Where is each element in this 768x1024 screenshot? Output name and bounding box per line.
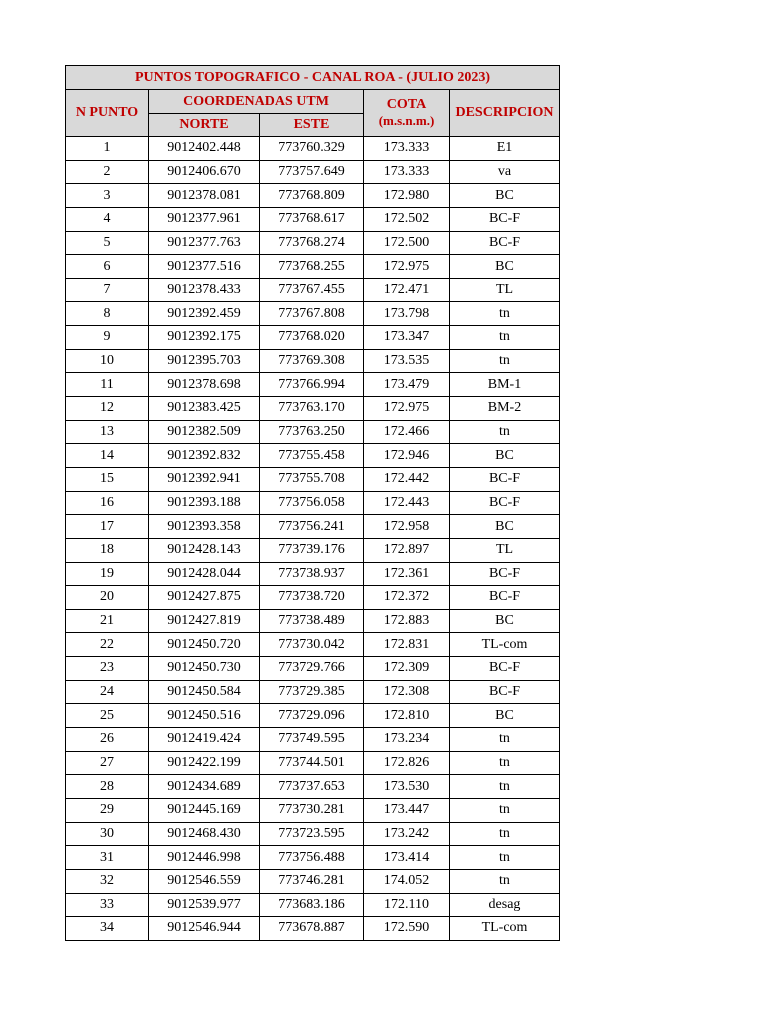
cell-cota: 172.443 (364, 491, 450, 515)
cell-cota: 173.535 (364, 349, 450, 373)
cell-cota: 172.466 (364, 420, 450, 444)
cell-norte: 9012392.941 (149, 467, 260, 491)
cell-descripcion: BC (450, 444, 560, 468)
cell-descripcion: tn (450, 798, 560, 822)
cell-norte: 9012450.730 (149, 657, 260, 681)
cell-este: 773768.617 (260, 207, 364, 231)
cell-descripcion: E1 (450, 137, 560, 161)
cell-norte: 9012428.143 (149, 538, 260, 562)
cell-cota: 173.242 (364, 822, 450, 846)
cell-punto: 29 (66, 798, 149, 822)
cell-punto: 26 (66, 728, 149, 752)
table-row (66, 893, 560, 917)
cell-punto: 5 (66, 231, 149, 255)
cell-cota: 172.442 (364, 467, 450, 491)
header-cota-unit: (m.s.n.m.) (378, 113, 435, 128)
cell-punto: 28 (66, 775, 149, 799)
cell-descripcion: BC-F (450, 467, 560, 491)
cell-descripcion: TL-com (450, 633, 560, 657)
cell-cota: 172.500 (364, 231, 450, 255)
cell-norte: 9012422.199 (149, 751, 260, 775)
cell-cota: 172.831 (364, 633, 450, 657)
table-row (66, 467, 560, 491)
table-row (66, 728, 560, 752)
table-row (66, 326, 560, 350)
table-row (66, 349, 560, 373)
cell-punto: 31 (66, 846, 149, 870)
cell-este: 773744.501 (260, 751, 364, 775)
cell-descripcion: tn (450, 349, 560, 373)
cell-norte: 9012377.763 (149, 231, 260, 255)
cell-este: 773768.020 (260, 326, 364, 350)
cell-este: 773729.385 (260, 680, 364, 704)
table-row (66, 515, 560, 539)
table-row (66, 278, 560, 302)
cell-este: 773756.488 (260, 846, 364, 870)
cell-norte: 9012450.584 (149, 680, 260, 704)
table-row (66, 704, 560, 728)
cell-descripcion: tn (450, 822, 560, 846)
table-row (66, 633, 560, 657)
cell-norte: 9012378.081 (149, 184, 260, 208)
cell-norte: 9012434.689 (149, 775, 260, 799)
cell-este: 773739.176 (260, 538, 364, 562)
cell-descripcion: va (450, 160, 560, 184)
cell-norte: 9012393.188 (149, 491, 260, 515)
cell-cota: 172.308 (364, 680, 450, 704)
cell-este: 773729.096 (260, 704, 364, 728)
cell-descripcion: BC (450, 515, 560, 539)
cell-descripcion: tn (450, 302, 560, 326)
cell-norte: 9012446.998 (149, 846, 260, 870)
cell-cota: 173.447 (364, 798, 450, 822)
table-row (66, 869, 560, 893)
cell-este: 773757.649 (260, 160, 364, 184)
cell-punto: 8 (66, 302, 149, 326)
cell-norte: 9012382.509 (149, 420, 260, 444)
table-row (66, 680, 560, 704)
cell-punto: 27 (66, 751, 149, 775)
cell-cota: 172.883 (364, 609, 450, 633)
cell-este: 773738.937 (260, 562, 364, 586)
cell-norte: 9012445.169 (149, 798, 260, 822)
table-row (66, 822, 560, 846)
cell-este: 773746.281 (260, 869, 364, 893)
cell-este: 773768.274 (260, 231, 364, 255)
table-row (66, 917, 560, 941)
header-coordenadas-utm: COORDENADAS UTM (149, 90, 364, 114)
cell-punto: 34 (66, 917, 149, 941)
cell-este: 773723.595 (260, 822, 364, 846)
cell-este: 773730.042 (260, 633, 364, 657)
cell-norte: 9012392.832 (149, 444, 260, 468)
cell-norte: 9012378.698 (149, 373, 260, 397)
cell-este: 773755.708 (260, 467, 364, 491)
cell-descripcion: tn (450, 420, 560, 444)
cell-norte: 9012392.459 (149, 302, 260, 326)
cell-este: 773763.250 (260, 420, 364, 444)
cell-cota: 173.530 (364, 775, 450, 799)
cell-norte: 9012450.720 (149, 633, 260, 657)
cell-descripcion: TL (450, 538, 560, 562)
cell-este: 773769.308 (260, 349, 364, 373)
cell-norte: 9012402.448 (149, 137, 260, 161)
cell-punto: 12 (66, 397, 149, 421)
cell-cota: 174.052 (364, 869, 450, 893)
cell-norte: 9012383.425 (149, 397, 260, 421)
cell-este: 773763.170 (260, 397, 364, 421)
cell-este: 773749.595 (260, 728, 364, 752)
cell-norte: 9012427.875 (149, 586, 260, 610)
cell-norte: 9012450.516 (149, 704, 260, 728)
cell-punto: 6 (66, 255, 149, 279)
cell-norte: 9012378.433 (149, 278, 260, 302)
cell-descripcion: BM-2 (450, 397, 560, 421)
cell-norte: 9012395.703 (149, 349, 260, 373)
cell-norte: 9012546.944 (149, 917, 260, 941)
table-row (66, 302, 560, 326)
cell-descripcion: BC-F (450, 562, 560, 586)
cell-descripcion: TL-com (450, 917, 560, 941)
cell-norte: 9012392.175 (149, 326, 260, 350)
header-n-punto: N PUNTO (66, 90, 149, 137)
table-row (66, 586, 560, 610)
cell-descripcion: BC (450, 704, 560, 728)
cell-cota: 173.479 (364, 373, 450, 397)
cell-descripcion: BC-F (450, 657, 560, 681)
cell-este: 773678.887 (260, 917, 364, 941)
cell-cota: 172.372 (364, 586, 450, 610)
cell-norte: 9012393.358 (149, 515, 260, 539)
cell-cota: 172.471 (364, 278, 450, 302)
table-row (66, 491, 560, 515)
cell-descripcion: BC-F (450, 231, 560, 255)
cell-punto: 25 (66, 704, 149, 728)
cell-punto: 16 (66, 491, 149, 515)
cell-cota: 173.333 (364, 160, 450, 184)
cell-este: 773756.241 (260, 515, 364, 539)
cell-este: 773683.186 (260, 893, 364, 917)
table-row (66, 751, 560, 775)
cell-este: 773729.766 (260, 657, 364, 681)
cell-punto: 1 (66, 137, 149, 161)
cell-descripcion: desag (450, 893, 560, 917)
header-cota (364, 90, 450, 137)
cell-punto: 33 (66, 893, 149, 917)
table-row (66, 846, 560, 870)
table-row (66, 562, 560, 586)
cell-descripcion: BC (450, 184, 560, 208)
cell-este: 773755.458 (260, 444, 364, 468)
cell-norte: 9012377.516 (149, 255, 260, 279)
table-row (66, 657, 560, 681)
cell-este: 773737.653 (260, 775, 364, 799)
table-body (66, 137, 560, 941)
cell-descripcion: BC (450, 255, 560, 279)
table-row (66, 798, 560, 822)
cell-cota: 172.590 (364, 917, 450, 941)
cell-este: 773767.455 (260, 278, 364, 302)
cell-descripcion: BC-F (450, 680, 560, 704)
header-norte: NORTE (149, 114, 260, 137)
cell-descripcion: BC-F (450, 491, 560, 515)
table-row (66, 397, 560, 421)
cell-punto: 24 (66, 680, 149, 704)
cell-norte: 9012406.670 (149, 160, 260, 184)
cell-descripcion: tn (450, 728, 560, 752)
table-header (66, 66, 560, 137)
cell-punto: 13 (66, 420, 149, 444)
cell-descripcion: tn (450, 326, 560, 350)
cell-este: 773738.489 (260, 609, 364, 633)
cell-cota: 172.946 (364, 444, 450, 468)
table-row (66, 184, 560, 208)
header-descripcion: DESCRIPCION (450, 90, 560, 137)
cell-cota: 172.958 (364, 515, 450, 539)
cell-este: 773768.255 (260, 255, 364, 279)
table-row (66, 207, 560, 231)
cell-punto: 32 (66, 869, 149, 893)
cell-descripcion: BC-F (450, 207, 560, 231)
cell-norte: 9012539.977 (149, 893, 260, 917)
cell-cota: 172.975 (364, 255, 450, 279)
cell-este: 773730.281 (260, 798, 364, 822)
header-este: ESTE (260, 114, 364, 137)
table-row (66, 609, 560, 633)
cell-punto: 2 (66, 160, 149, 184)
cell-punto: 4 (66, 207, 149, 231)
cell-descripcion: tn (450, 869, 560, 893)
cell-descripcion: tn (450, 846, 560, 870)
cell-este: 773767.808 (260, 302, 364, 326)
table-row (66, 444, 560, 468)
cell-punto: 7 (66, 278, 149, 302)
cell-punto: 22 (66, 633, 149, 657)
cell-punto: 14 (66, 444, 149, 468)
cell-este: 773738.720 (260, 586, 364, 610)
cell-este: 773760.329 (260, 137, 364, 161)
table-row (66, 420, 560, 444)
table-row (66, 373, 560, 397)
table-row (66, 160, 560, 184)
cell-punto: 19 (66, 562, 149, 586)
cell-cota: 172.826 (364, 751, 450, 775)
cell-este: 773768.809 (260, 184, 364, 208)
cell-cota: 172.897 (364, 538, 450, 562)
table-row (66, 775, 560, 799)
cell-punto: 30 (66, 822, 149, 846)
cell-punto: 3 (66, 184, 149, 208)
cell-descripcion: tn (450, 775, 560, 799)
cell-cota: 172.110 (364, 893, 450, 917)
cell-cota: 173.347 (364, 326, 450, 350)
cell-cota: 172.309 (364, 657, 450, 681)
cell-cota: 172.810 (364, 704, 450, 728)
cell-cota: 172.502 (364, 207, 450, 231)
cell-norte: 9012428.044 (149, 562, 260, 586)
cell-cota: 172.980 (364, 184, 450, 208)
cell-este: 773756.058 (260, 491, 364, 515)
cell-cota: 172.361 (364, 562, 450, 586)
cell-descripcion: BM-1 (450, 373, 560, 397)
cell-punto: 11 (66, 373, 149, 397)
cell-descripcion: TL (450, 278, 560, 302)
cell-punto: 17 (66, 515, 149, 539)
cell-punto: 18 (66, 538, 149, 562)
table-row (66, 538, 560, 562)
cell-descripcion: BC-F (450, 586, 560, 610)
cell-cota: 173.234 (364, 728, 450, 752)
cell-punto: 15 (66, 467, 149, 491)
survey-points-table (65, 65, 560, 941)
cell-norte: 9012427.819 (149, 609, 260, 633)
cell-punto: 20 (66, 586, 149, 610)
cell-norte: 9012419.424 (149, 728, 260, 752)
cell-norte: 9012546.559 (149, 869, 260, 893)
cell-punto: 23 (66, 657, 149, 681)
cell-punto: 10 (66, 349, 149, 373)
table-title: PUNTOS TOPOGRAFICO - CANAL ROA - (JULIO 2023) (66, 66, 560, 90)
cell-descripcion: tn (450, 751, 560, 775)
cell-punto: 9 (66, 326, 149, 350)
cell-cota: 173.414 (364, 846, 450, 870)
cell-descripcion: BC (450, 609, 560, 633)
header-cota-label: COTA (386, 97, 427, 112)
cell-cota: 173.798 (364, 302, 450, 326)
cell-punto: 21 (66, 609, 149, 633)
table-row (66, 231, 560, 255)
table-row (66, 137, 560, 161)
cell-cota: 173.333 (364, 137, 450, 161)
table-row (66, 255, 560, 279)
cell-norte: 9012377.961 (149, 207, 260, 231)
cell-norte: 9012468.430 (149, 822, 260, 846)
cell-este: 773766.994 (260, 373, 364, 397)
cell-cota: 172.975 (364, 397, 450, 421)
